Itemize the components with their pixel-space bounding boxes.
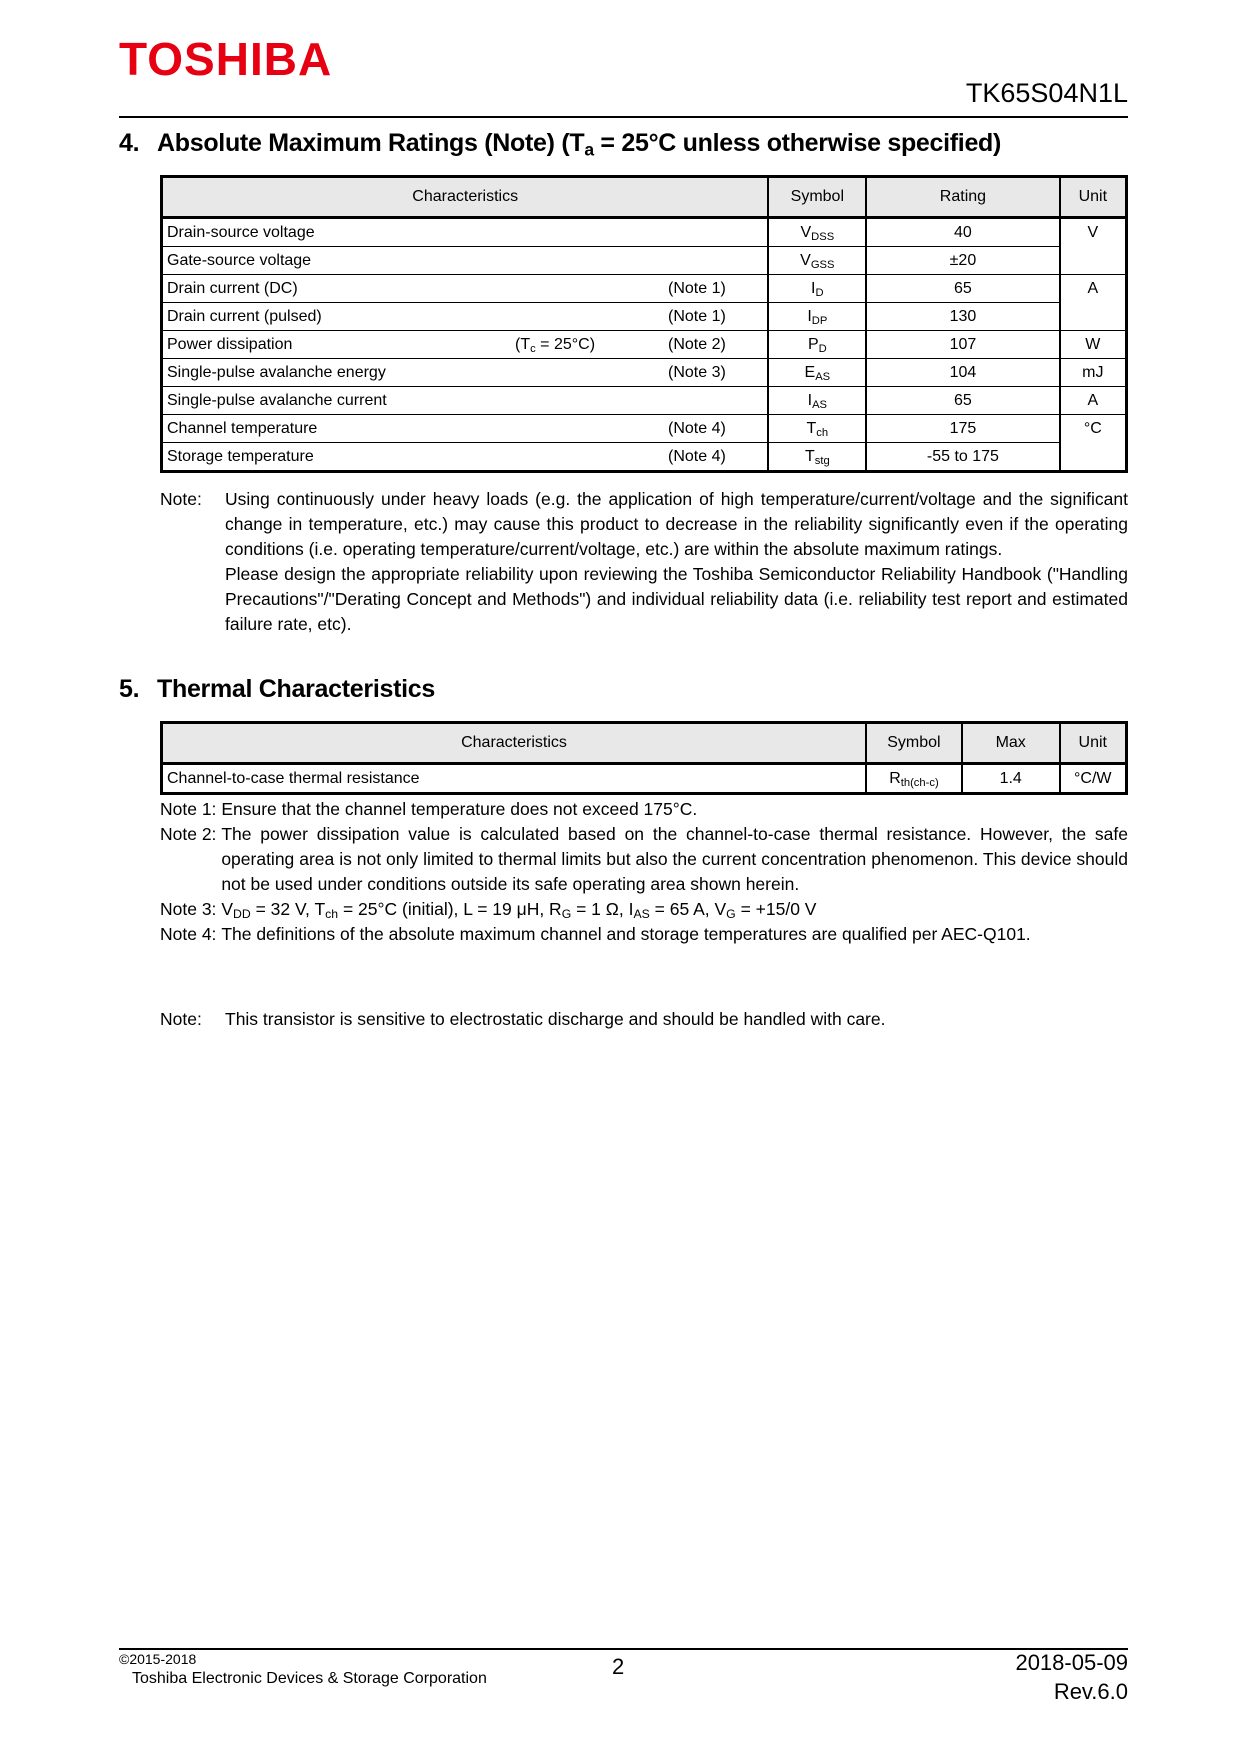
row-rating: 65 [866, 387, 1059, 415]
row-symbol: $R_{th(ch-c)}$ [866, 764, 962, 794]
toshiba-logo: TOSHIBA [119, 33, 333, 85]
section-number: 5. [119, 675, 140, 703]
note-2-label: Note 2: [160, 824, 217, 844]
title-text: Absolute Maximum Ratings (Note) (T [157, 129, 585, 157]
table-row [162, 303, 1127, 331]
row-symbol: $I_{AS}$ [768, 387, 866, 415]
row-unit: °C [1060, 415, 1127, 443]
table-row [162, 359, 1127, 387]
header-symbol: Symbol [866, 723, 962, 764]
note-1-text: Ensure that the channel temperature does not exceed 175°C. [221, 799, 698, 819]
row-max: 1.4 [962, 764, 1060, 794]
copyright: ©2015-2018 [119, 1651, 197, 1667]
row-symbol: $T_{stg}$ [768, 443, 866, 472]
row-unit [1060, 303, 1127, 331]
note-4-text: The definitions of the absolute maximum channel and storage temperatures are qualified per AEC-Q101. [221, 924, 1031, 944]
company-name: Toshiba Electronic Devices & Storage Corporation [132, 1670, 487, 1687]
table-row [162, 275, 1127, 303]
row-characteristic: Power dissipation $(T_c = 25^\circ C)$ (Note 2) [162, 331, 769, 359]
row-unit: A [1060, 275, 1127, 303]
table-row [162, 443, 1127, 472]
absolute-max-ratings-table [160, 175, 1128, 473]
note-3-text: $V_{DD} = 32$ V, $T_{ch} = 25^\circ C$ (initial), L = 19 μH, $R_G = 1$ Ω, $I_{AS} = 65$ A, $V_G = +15/0$ V [221, 899, 817, 922]
row-characteristic: Gate-source voltage [162, 247, 769, 275]
note-3-label: Note 3: [160, 899, 217, 919]
section-number: 4. [119, 129, 140, 157]
table-row [162, 764, 1127, 794]
table-row [162, 247, 1127, 275]
row-unit: A [1060, 387, 1127, 415]
row-rating: 107 [866, 331, 1059, 359]
note-label: Note: [160, 489, 202, 509]
note-paragraph-1: Using continuously under heavy loads (e.g. the application of high temperature/current/voltage and the significant change in temperature, etc.) may cause this product to decrease in the reliability significantly even if the operating conditions (i.e. operating temperature/current/voltage, etc.) are within the absolute maximum ratings. [225, 489, 1128, 559]
footer-divider [119, 1648, 1128, 1650]
title-text: Thermal Characteristics [157, 675, 435, 703]
row-note-ref: (Note 4) [668, 448, 726, 465]
table-row [162, 331, 1127, 359]
header-symbol: Symbol [768, 177, 866, 218]
row-unit [1060, 247, 1127, 275]
table-row [162, 387, 1127, 415]
row-unit [1060, 443, 1127, 472]
row-characteristic: Single-pulse avalanche current [162, 387, 769, 415]
row-unit: mJ [1060, 359, 1127, 387]
row-condition: $(T_c = 25^\circ C)$ [515, 336, 596, 355]
row-rating: 130 [866, 303, 1059, 331]
row-symbol: $I_D$ [768, 275, 866, 303]
row-characteristic: Drain current (pulsed) (Note 1) [162, 303, 769, 331]
note-4-label: Note 4: [160, 924, 217, 944]
section-4-title [119, 129, 1002, 160]
row-note-ref: (Note 1) [668, 308, 726, 325]
note-2-text: The power dissipation value is calculated based on the channel-to-case thermal resistance. However, the safe operating area is not only limited to thermal limits but also the current concentration phenomenon. This device should not be used under conditions outside its safe operating area shown herein. [221, 824, 1128, 894]
header-divider [119, 116, 1128, 118]
header-characteristics: Characteristics [162, 723, 867, 764]
note-paragraph-2: Please design the appropriate reliability upon reviewing the Toshiba Semiconductor Reliability Handbook ("Handling Precautions"/"Derating Concept and Methods") and individual reliability data (i.e. reliability test report and estimated failure rate, etc). [225, 564, 1128, 634]
row-symbol: $I_{DP}$ [768, 303, 866, 331]
row-note-ref: (Note 2) [668, 336, 726, 353]
header-characteristics: Characteristics [162, 177, 769, 218]
section-5-title [119, 677, 435, 702]
row-rating: -55 to 175 [866, 443, 1059, 472]
row-characteristic: Drain-source voltage [162, 218, 769, 247]
row-characteristic: Drain current (DC) (Note 1) [162, 275, 769, 303]
row-rating: 40 [866, 218, 1059, 247]
row-symbol: $V_{DSS}$ [768, 218, 866, 247]
row-characteristic: Channel-to-case thermal resistance [162, 764, 867, 794]
esd-note [160, 1007, 1128, 1032]
row-characteristic: Single-pulse avalanche energy (Note 3) [162, 359, 769, 387]
row-unit: °C/W [1060, 764, 1127, 794]
row-note-ref: (Note 1) [668, 280, 726, 297]
esd-note-label: Note: [160, 1009, 202, 1029]
document-date: 2018-05-09 [1015, 1650, 1128, 1675]
header-unit: Unit [1060, 723, 1127, 764]
note-1-label: Note 1: [160, 799, 217, 819]
row-rating: ±20 [866, 247, 1059, 275]
table-header-row [162, 723, 1127, 764]
table-row [162, 218, 1127, 247]
part-number: TK65S04N1L [965, 78, 1128, 108]
row-unit: V [1060, 218, 1127, 247]
footnotes [160, 797, 1128, 947]
title-text-end: = 25°C unless otherwise specified) [593, 129, 1002, 157]
row-note-ref: (Note 3) [668, 364, 726, 381]
table-header-row [162, 177, 1127, 218]
row-unit: W [1060, 331, 1127, 359]
row-note-ref: (Note 4) [668, 420, 726, 437]
thermal-characteristics-table [160, 721, 1128, 795]
row-symbol: $T_{ch}$ [768, 415, 866, 443]
row-symbol: $V_{GSS}$ [768, 247, 866, 275]
row-characteristic: Channel temperature (Note 4) [162, 415, 769, 443]
header-max: Max [962, 723, 1060, 764]
row-rating: 175 [866, 415, 1059, 443]
header-rating: Rating [866, 177, 1059, 218]
table-row [162, 415, 1127, 443]
row-rating: 65 [866, 275, 1059, 303]
revision: Rev.6.0 [1053, 1679, 1128, 1704]
reliability-note [160, 487, 1128, 637]
row-symbol: $P_D$ [768, 331, 866, 359]
header-unit: Unit [1060, 177, 1127, 218]
page-number: 2 [612, 1654, 625, 1679]
row-rating: 104 [866, 359, 1059, 387]
esd-note-text: This transistor is sensitive to electrostatic discharge and should be handled with care. [225, 1009, 886, 1029]
row-characteristic: Storage temperature (Note 4) [162, 443, 769, 472]
row-symbol: $E_{AS}$ [768, 359, 866, 387]
title-subscript: a [584, 139, 594, 160]
